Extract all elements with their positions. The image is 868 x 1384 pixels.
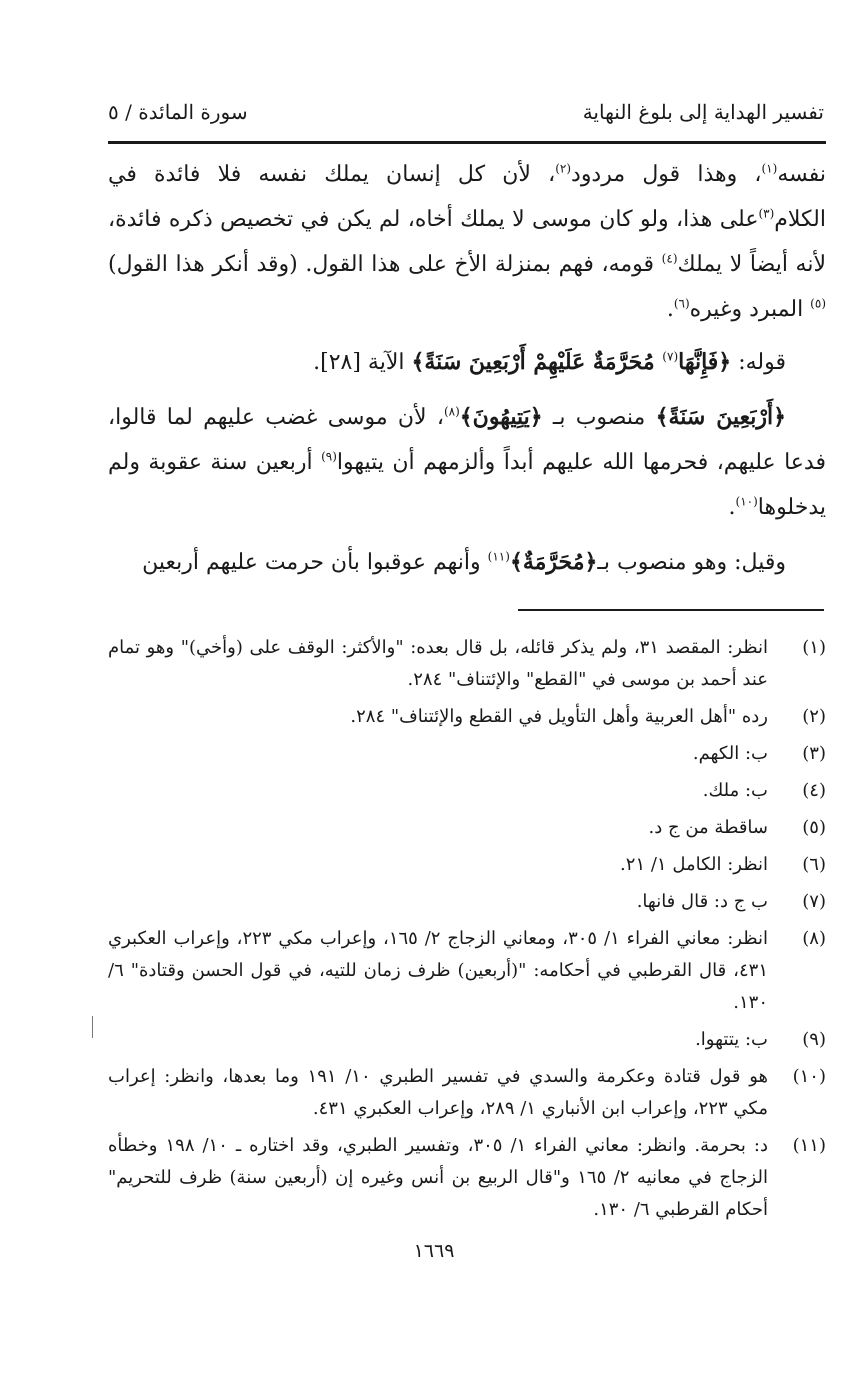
main-text (108, 152, 826, 585)
paragraph-2 (108, 340, 826, 385)
footnote-ref-3[interactable]: (٣) (758, 206, 775, 221)
footnote-ref-1[interactable]: (١) (761, 161, 778, 176)
footnote-number: (٩) (802, 1029, 826, 1050)
footnote-ref-6[interactable]: (٦) (673, 296, 690, 311)
footnote-ref-9[interactable]: (٩) (321, 449, 337, 464)
text-run: المبرد وغيره (689, 297, 811, 322)
footnote-text: ب: ملك. (702, 780, 768, 801)
paragraph-3 (108, 395, 826, 530)
footnote-text: ب: يتتهوا. (695, 1029, 768, 1050)
footnote-text: انظر: الكامل ١/ ٢١. (620, 854, 768, 875)
text-run: نفسه (777, 162, 826, 187)
text-run: قومه، فهم بمنزلة الأخ على هذا القول. (وقد أنكر هذا القول) (108, 252, 662, 277)
text-run: . (666, 297, 674, 322)
footnote (108, 849, 826, 881)
text-run: ، لأن موسى غضب عليهم لما قالوا، فدعا عليهم، فحرمها الله عليهم أبداً وألزمهم أن يتيهوا (108, 405, 826, 475)
text-run: أربعين سنة عقوبة ولم يدخلوها (108, 450, 826, 520)
footnote-number: (٨) (802, 928, 826, 949)
footnote-number: (١٠) (792, 1066, 826, 1087)
footnote-number: (١) (802, 637, 826, 658)
footnote-text: ب: الكهم. (692, 743, 768, 764)
footnote (108, 701, 826, 733)
footnote (108, 775, 826, 807)
text-run: قوله: (731, 350, 786, 375)
footnote-ref-10[interactable]: (١٠) (735, 494, 758, 509)
page-number: ١٦٦٩ (413, 1240, 455, 1262)
footnote-ref-4[interactable]: (٤) (661, 251, 678, 266)
footnote (108, 812, 826, 844)
text-run: . (728, 495, 736, 520)
quran-verse: مُحَرَّمَةٌ عَلَيْهِمْ أَرْبَعِينَ سَنَةً﴾ (411, 349, 663, 375)
footnote-number: (٥) (802, 817, 826, 838)
margin-mark (92, 1016, 93, 1038)
quran-verse: ﴿يَتِيهُونَ﴾ (459, 404, 543, 430)
quran-verse: ﴿أَرْبَعِينَ سَنَةً﴾ (655, 404, 786, 430)
footnote-number: (٣) (802, 743, 826, 764)
text-run: وقيل: وهو منصوب بـ (597, 550, 786, 575)
footnote-number: (٢) (802, 706, 826, 727)
header-rule (108, 141, 826, 144)
footnote (108, 738, 826, 770)
quran-verse: ﴿فَإِنَّهَا (678, 349, 732, 375)
text-run: على هذا، ولو كان موسى لا يملك أخاه، لم يكن في تخصيص ذكره فائدة، لأنه أيضاً لا يملك (108, 207, 826, 277)
footnote-number: (٤) (802, 780, 826, 801)
page-header (108, 100, 824, 136)
footnote-text: ب ج د: قال فانها. (636, 891, 768, 912)
footnote (108, 1024, 826, 1056)
text-run: ، لأن كل إنسان يملك نفسه فلا فائدة في الكلام (108, 162, 826, 232)
footnote (108, 886, 826, 918)
footnote-ref-8[interactable]: (٨) (443, 404, 460, 419)
footnote-text: انظر: معاني الفراء ١/ ٣٠٥، ومعاني الزجاج ٢/ ١٦٥، وإعراب مكي ٢٢٣، وإعراب العكبري ٤٣١، قال القرطبي في أحكامه: "(أربعين) ظرف زمان للتيه، في قول الحسن وقتادة" ٦/ ١٣٠. (108, 928, 768, 1013)
footnote-text: د: بحرمة. وانظر: معاني الفراء ١/ ٣٠٥، وتفسير الطبري، وقد اختاره ـ ١٠/ ١٩٨ وخطأه الزجاج في معانيه ٢/ ١٦٥ و"قال الربيع بن أنس وغيره إن (أربعين سنة) ظرف للتحريم" أحكام القرطبي ٦/ ١٣٠. (108, 1135, 768, 1220)
surah-title: سورة المائدة / ٥ (108, 100, 248, 124)
text-run: وأنهم عوقبوا بأن حرمت عليهم أربعين (142, 550, 488, 575)
paragraph-1 (108, 152, 826, 332)
footnote-ref-2[interactable]: (٢) (555, 161, 572, 176)
footnote-text: انظر: المقصد ٣١، ولم يذكر قائله، بل قال بعده: "والأكثر: الوقف على (وأخي)" وهو تمام عند أحمد بن موسى في "القطع" والإئتناف" ٢٨٤. (108, 637, 768, 690)
footnote-ref-5[interactable]: (٥) (810, 296, 826, 311)
footnote-number: (٧) (802, 891, 826, 912)
footnote-text: ساقطة من ج د. (648, 817, 768, 838)
footnote-ref-11[interactable]: (١١) (487, 549, 510, 564)
text-run: ، وهذا قول مردود (571, 162, 762, 187)
text-run: منصوب بـ (542, 405, 656, 430)
book-title: تفسير الهداية إلى بلوغ النهاية (582, 100, 824, 124)
footnote (108, 1061, 826, 1125)
footnotes (108, 632, 826, 1231)
footnote-text: رده "أهل العربية وأهل التأويل في القطع والإئتناف" ٢٨٤. (350, 706, 768, 727)
paragraph-4 (108, 540, 826, 585)
footnote (108, 632, 826, 696)
footnote (108, 1130, 826, 1226)
footnote-number: (٦) (802, 854, 826, 875)
quran-verse: ﴿مُحَرَّمَةٌ﴾ (509, 549, 598, 575)
footnote-text: هو قول قتادة وعكرمة والسدي في تفسير الطبري ١٠/ ١٩١ وما بعدها، وانظر: إعراب مكي ٢٢٣، وإعراب ابن الأنباري ١/ ٢٨٩، وإعراب العكبري ٤٣١. (108, 1066, 768, 1119)
footnote-number: (١١) (792, 1135, 826, 1156)
footnote (108, 923, 826, 1019)
text-run: الآية [٢٨]. (313, 350, 412, 375)
footnote-separator (518, 609, 824, 611)
footnote-ref-7[interactable]: (٧) (662, 349, 679, 364)
